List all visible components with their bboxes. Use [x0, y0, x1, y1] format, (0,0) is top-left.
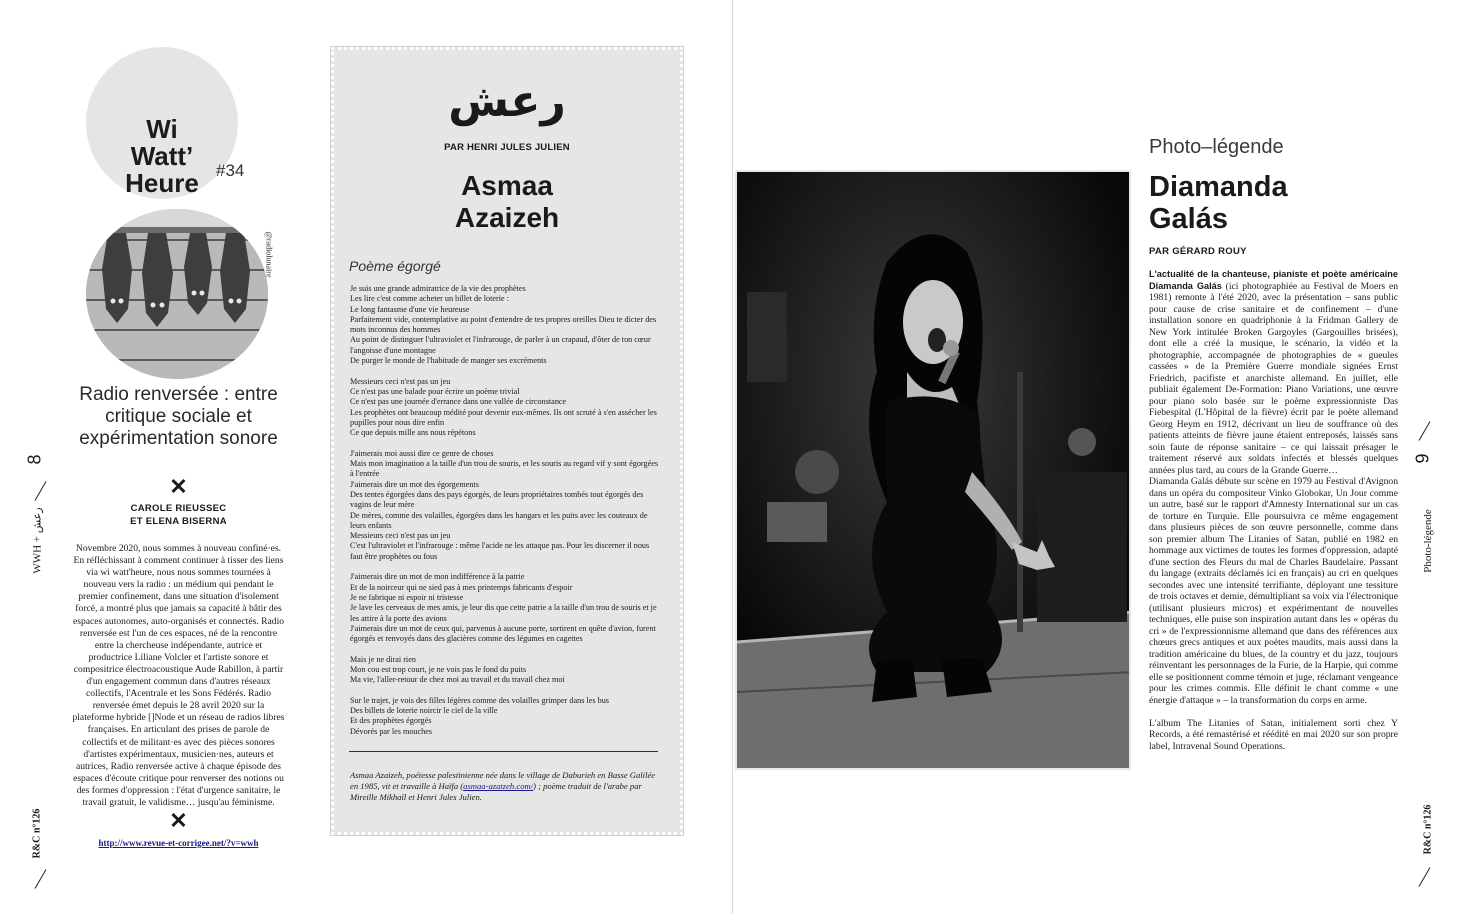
- margin-label-right: Photo-légende: [1422, 509, 1434, 573]
- page-gutter: [732, 0, 733, 914]
- margin-slash: [1419, 421, 1431, 441]
- poem-note: [350, 770, 658, 804]
- poem-stanza: Mais je ne dirai rien Mon cou est trop court, je ne vois pas le fond du puits Ma vie, l'aller-retour de chez moi au travail et du travail chez moi: [350, 654, 565, 685]
- wwh-link[interactable]: http://www.revue-et-corrigee.net/?v=wwh: [98, 838, 259, 848]
- cross-icon: ✕: [169, 808, 188, 833]
- margin-slash: [35, 869, 47, 889]
- poem-stanza: Messieurs ceci n'est pas un jeu Ce n'est pas une balade pour écrire un poème trivial Ce n'est pas une journée d'errance dans une vallée de circonstance Les prophètes ont beaucoup médité pour devenir eux-mêmes. Ils ont scruté à s'en assécher les pupilles pour nous dire enfin Ce que depuis mille ans nous répétons: [350, 376, 657, 438]
- authors-line-2: ET ELENA BISERNA: [130, 516, 227, 527]
- column1-body: Novembre 2020, nous sommes à nouveau confiné·es. En réfléchissant à comment continuer à tisser des liens via wi watt'heure, nous nous sommes tournées à nouveau vers la radio : un médium qui pendant le premier confinement, dans une situation d'isolement forcé, a montré plus que jamais sa capacité à bâtir des espaces autonomes, auto-organisés et connectés. Radio renversée est l'un de ces espaces, né de la rencontre entre la chercheuse indépendante, autrice et productrice Liliane Volcler et l'artiste sonore et compositrice électroacoustique Aude Rabillon, à partir d'un engagement commun dans d'autres réseaux collectifs, l'Acentrale et les Sons Fédérés. Radio renversée émet depuis le 28 avril 2020 sur la plateforme hybride []Node et un réseau de radios libres françaises. En articulant des prises de parole de collectifs et de militant·es avec des pièces sonores d'artistes expérimentaux, musicien·nes, auteurs et autrices, Radio renversée active à chaque épisode des espaces d'écoute critique pour renverser des notions ou des formes d'oppression : l'état d'urgence sanitaire, le travail gratuit, le validisme… jusqu'au féminisme.: [72, 543, 285, 808]
- poem-stanza: J'aimerais dire un mot de mon indifférence à la patrie Et de la noirceur qui ne sied pas à mes printemps fabricants d'espoir Je ne fabrique ni espoir ni tristesse Je lave les cerveaux de mes amis, je leur dis que cette patrie a la taille d'un trou de souris et je les attire à la porte des avions J'aimerais dire un mot de ceux qui, parvenus à aucune porte, sortirent en quête d'avion, furent égorgés et renvoyés dans des glacières comme des légumes en cagettes: [350, 572, 657, 644]
- article-title-line-2: Galás: [1149, 203, 1228, 235]
- poem-divider: [349, 751, 658, 752]
- poet-name: [331, 170, 683, 234]
- photo-credit: @radiolunaire: [264, 231, 274, 278]
- margin-label-left: WWH + رعش: [31, 507, 44, 574]
- concert-photo: [735, 170, 1131, 770]
- folio-left: 8: [24, 454, 45, 465]
- folio-right: 9: [1412, 453, 1433, 464]
- logo-wordmark: [86, 116, 238, 197]
- bats-photo: [86, 209, 268, 379]
- article-paragraph-1: [1149, 269, 1398, 476]
- poem-byline: PAR HENRI JULES JULIEN: [444, 142, 570, 153]
- poem-stanza: Je suis une grande admiratrice de la vie des prophètes Les lire c'est comme acheter un billet de loterie : Le long fantasme d'une vie heureuse Parfaitement vide, contemplative au point d'entendre de tes propres oreilles Dieu te dicter des mots inconnus des hommes Au point de distinguer l'ultraviolet et l'infrarouge, de parler à un crapaud, d'ôter de ton cœur l'angoisse d'une montagne De purger le monde de l'habitude de manger ses excréments: [350, 284, 657, 366]
- singer-photo-illustration: [737, 172, 1131, 770]
- issue-number: #34: [216, 161, 245, 180]
- authors-line-1: CAROLE RIEUSSEC: [130, 503, 227, 514]
- poem-stanza: J'aimerais moi aussi dire ce genre de choses Mais mon imagination a la taille d'un trou de souris, et les souris au regard vif y sont égorgées à l'entrée J'aimerais dire un mot des égorgements Des tentes égorgées dans des pays égorgés, de leurs propriétaires tombés tout égorgés des vagins de leur mère De mères, comme des volailles, égorgées dans les hangars et les puits avec les couteaux de leurs enfants Messieurs ceci n'est pas un jeu C'est l'ultraviolet et l'infrarouge : même l'acide ne les attaque pas. Pour les discerner il nous faut être prophètes ou fous: [350, 448, 659, 561]
- article-body: [1149, 269, 1398, 752]
- poem-body: [350, 284, 662, 747]
- article-paragraph-1-text: (ici photographiée au Festival de Moers en 1981) remonte à l'été 2020, avec la présentation – sans public pour cause de crise sanitaire et de confinement – d'une installation sonore en quadriphonie à la Fridman Gallery de New York intitulée Broken Gargoyles (Gargouilles brisées), dont elle a créé la musique, le scénario, la vidéo et la photographie, accompagnée de photographies de « gueules cassées » de la Première Guerre mondiale signées Ernst Friedrich, pacifiste et anarchiste allemand. En juillet, elle publiait également De-Formation: Piano Variations, une œuvre pour piano solo basée sur le poème expressionniste Das Fiebespital (L'Hôpital de la fièvre) écrit par le poète allemand Georg Heym en 1912, décrivant un lieu de souffrance où des patients atteints de fièvre jaune étaient entreposés, laissés sans soin faute de réponse sanitaire – ce qui laissait présager le traitement réservé aux soldats infectés et blessés quelques années plus tard, au cours de la Grande Guerre…: [1149, 280, 1398, 476]
- article-byline: PAR GÉRARD ROUY: [1149, 246, 1247, 257]
- article-paragraph-2: Diamanda Galás débute sur scène en 1979 au Festival d'Avignon dans un opéra du compositeur Vinko Globokar, Un Jour comme un autre, basé sur le rapport d'Amnesty International sur un cas de torture en Turquie. Elle poursuivra ce même engagement dans plusieurs pièces de son œuvre personnelle, comme dans son premier album The Litanies of Satan, publié en 1982 en hommage aux victimes de toutes les formes d'oppression, adapté d'une section des Fleurs du mal de Charles Baudelaire. Passant du langage (extraits déclamés ici en français) au cri en quelques secondes avec une intensité terrifiante, déployant une tessiture de trois octaves et demie, démultipliant sa voix via l'électronique (utilisant plusieurs micros) et expérimentant de nouvelles techniques, elle puise son inspiration autant dans les « opéras du cri » de l'expressionnisme allemand que dans des références aux chœurs grecs antiques et aux poètes maudits, mais aussi dans la tradition américaine du blues, de la country et du jazz, toujours réinventant les personnages de la Furie, de la Harpie, qui comme elle se positionnent comme témoin et juge, réclamant vengeance pour les crimes commis. Elle définit le chant comme « une énergie d'attaque » – la transformation du corps en arme.: [1149, 476, 1398, 706]
- issue-label-right: R&C n°126: [1422, 804, 1434, 855]
- poem-stanza: Sur le trajet, je vois des filles légères comme des volailles grimper dans les bus Des billets de loterie noircir le ciel de la ville Et des prophètes égorgés Dévorés par les mouches: [350, 695, 609, 736]
- cross-icon: ✕: [169, 474, 188, 499]
- margin-slash: [1419, 867, 1431, 887]
- logo-line-3: Heure: [125, 168, 199, 198]
- margin-slash: [35, 481, 47, 501]
- article-title-line-1: Diamanda: [1149, 171, 1288, 203]
- note-text-after: ) ; poème traduit de l'arabe par Mireille Mikhaïl et Henri Jules Julien.: [350, 781, 642, 803]
- article-lead: L'actualité de la chanteuse, pianiste et poète américaine Diamanda Galás: [1149, 269, 1398, 291]
- column1-title: Radio renversée : entre critique sociale et expérimentation sonore: [79, 384, 278, 449]
- logo-line-1: Wi: [146, 114, 178, 144]
- bats-illustration: [86, 209, 268, 379]
- issue-label-left: R&C n°126: [31, 808, 43, 859]
- poet-name-line-1: Asmaa: [461, 170, 553, 201]
- logo-line-2: Watt’: [130, 141, 194, 171]
- poem-title: Poème égorgé: [349, 258, 441, 274]
- note-text-before: Asmaa Azaizeh, poétesse palestinienne née dans le village de Daburieh en Basse Galilée en 1985, vit et travaille à Haïfa (: [350, 770, 656, 792]
- article-title: [1149, 171, 1288, 235]
- poet-name-line-2: Azaizeh: [454, 202, 560, 233]
- arabic-title: رعش: [448, 76, 566, 127]
- column1-authors: [72, 502, 285, 528]
- article-paragraph-3: L'album The Litanies of Satan, initialement sorti chez Y Records, a été remastérisé et réédité en mai 2020 sur son propre label, Intravenal Sound Operations.: [1149, 717, 1398, 752]
- article-kicker: Photo–légende: [1149, 136, 1284, 158]
- poet-website-link[interactable]: asmaa-azatzeh.com/: [463, 781, 534, 792]
